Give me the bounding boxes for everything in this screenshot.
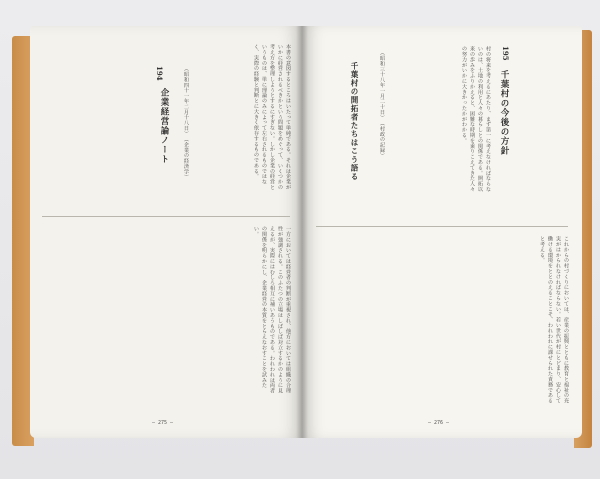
- right-section-divider: [316, 226, 568, 227]
- right-entry-subnote: （昭和三十八年一月二十日） （村政の記録）: [379, 50, 385, 159]
- left-page: [30, 26, 302, 438]
- right-entry-heading-2: 千葉村の開拓者たちはこう語る: [350, 62, 359, 181]
- left-entry-heading: 企業経営論ノート: [159, 88, 169, 164]
- left-upper-text: 本書の意図するところはいたって単純である。それは企業がいかに経営されるべきかという問題をめぐって、いくつかの考え方を整理しようとするにすぎない。しかし企業の経営というものは、単に理論のみによって左右されるものではなく、実際の経験と判断とに大きく依存するものである。: [253, 44, 291, 190]
- left-lower-text: 一方においては経営者の判断が重視され、他方においては組織の合理性が強調される。このふたつの立場はしばしば対立するかのように見えるが、実際にはむしろ相互に補いあうものである。われわれは両者の関係を明らかにし、企業経営の本質をとらえなおすことを試みたい。: [253, 226, 291, 394]
- right-page: [302, 26, 582, 438]
- right-entry-number: 195: [501, 46, 510, 61]
- right-lower-text: これからの村づくりにおいては、産業の振興とともに教育と福祉の充実がはかられなければならない。若い世代が村にとどまり、安心して働ける環境をととのえることこそ、われわれに課せられた責務であると考える。: [539, 236, 569, 404]
- right-upper-text: 村の将来を考えるにあたり、まず第一に考えなければならないのは、土地の利用と人々の暮らしとの関係である。開拓以来の歩みをふりかえると、困難な時期を乗りこえてきた人々の努力がいかに大きかったかがわかる。: [461, 46, 491, 192]
- left-entry-number: 194: [155, 66, 164, 81]
- left-entry-subnote: （昭和四十一年二月十八日） （企業の経済学）: [183, 66, 189, 180]
- book-gutter: [296, 26, 308, 438]
- left-section-divider: [42, 216, 290, 217]
- right-entry-heading: 千葉村の今後の方針: [499, 70, 509, 156]
- left-page-number: — 275 —: [152, 420, 174, 426]
- right-page-number: — 276 —: [428, 420, 450, 426]
